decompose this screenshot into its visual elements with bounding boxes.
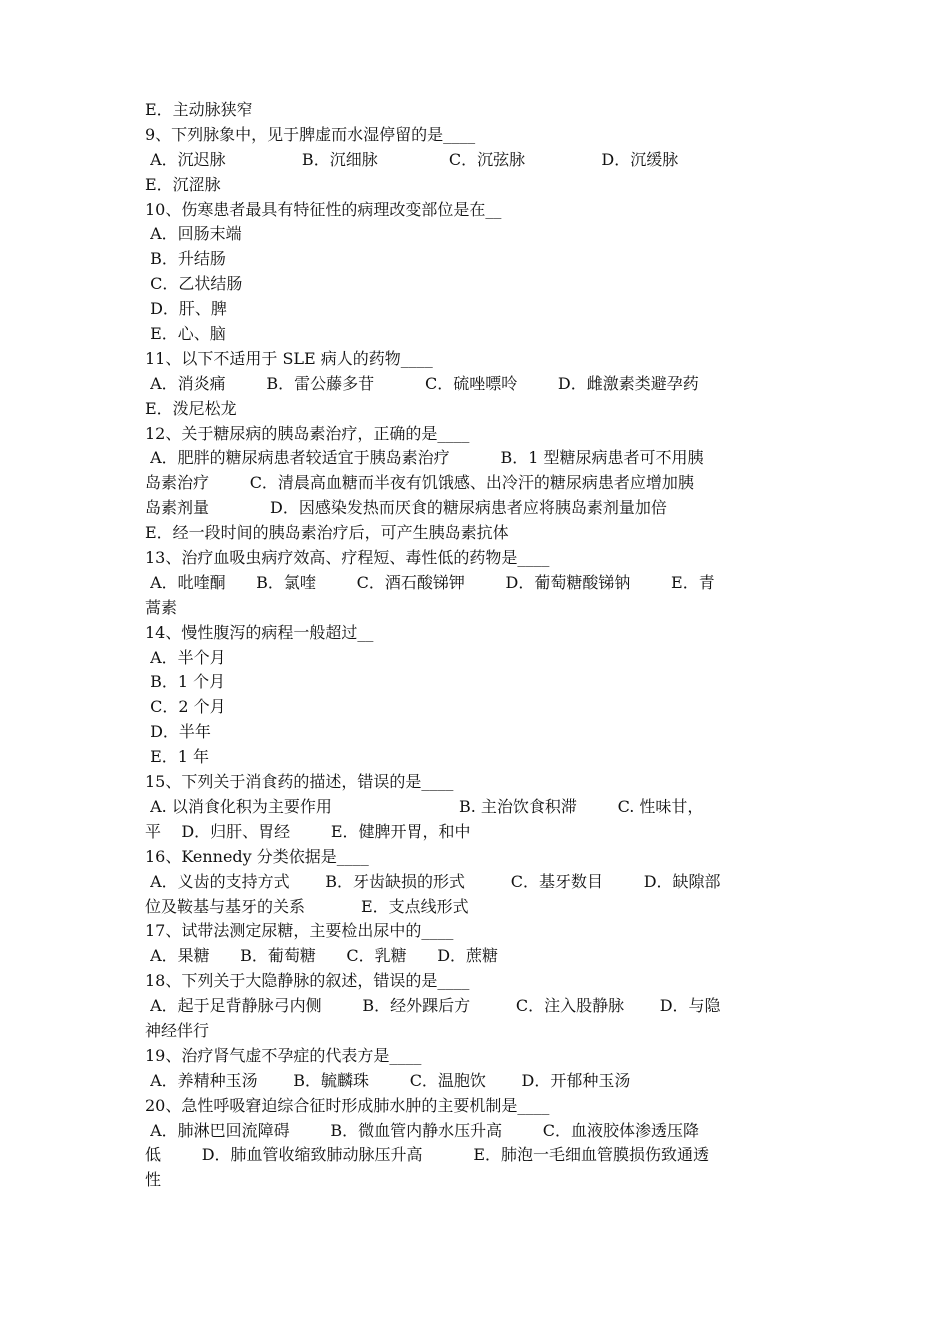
text-line: A．养精种玉汤 B．毓麟珠 C．温胞饮 D．开郁种玉汤 [145, 1070, 631, 1090]
text-line: 9、下列脉象中，见于脾虚而水湿停留的是____ [145, 124, 476, 144]
text-line: E．心、脑 [145, 324, 226, 344]
text-line: 17、试带法测定尿糖，主要检出尿中的____ [145, 921, 454, 941]
text-line: 13、治疗血吸虫病疗效高、疗程短、毒性低的药物是____ [145, 548, 550, 568]
text-line: E．主动脉狭窄 [145, 100, 253, 119]
text-line: D．半年 [145, 722, 211, 742]
text-line: A．回肠末端 [145, 224, 242, 244]
text-line: B．1 个月 [145, 672, 226, 692]
text-line: C．2 个月 [145, 697, 226, 717]
text-line: E．1 年 [145, 747, 210, 767]
text-line: 16、Kennedy 分类依据是____ [145, 846, 369, 866]
text-line: B．升结肠 [145, 249, 226, 269]
text-line: 20、急性呼吸窘迫综合征时形成肺水肿的主要机制是____ [145, 1095, 550, 1115]
text-line: 性 [145, 1170, 162, 1190]
text-line: A．果糖 B．葡萄糖 C．乳糖 D．蔗糖 [145, 946, 499, 966]
text-line: 19、治疗肾气虚不孕症的代表方是____ [145, 1045, 422, 1065]
text-line: 岛素剂量 D．因感染发热而厌食的糖尿病患者应将胰岛素剂量加倍 [145, 498, 667, 518]
text-line: 蒿素 [145, 597, 178, 617]
text-line: 15、下列关于消食药的描述，错误的是____ [145, 772, 454, 792]
text-line: E．泼尼松龙 [145, 398, 237, 418]
text-line: A．沉迟脉 B．沉细脉 C．沉弦脉 D．沉缓脉 [145, 149, 679, 169]
text-line: A．肥胖的糖尿病患者较适宜于胰岛素治疗 B．1 型糖尿病患者可不用胰 [145, 448, 704, 468]
text-line: A. 以消食化积为主要作用 B. 主治饮食积滞 C. 性味甘， [145, 796, 704, 816]
text-line: 神经伴行 [145, 1020, 210, 1040]
question-text-block [145, 98, 810, 1193]
text-line: 平 D．归肝、胃经 E．健脾开胃，和中 [145, 821, 471, 841]
text-line: A．肺淋巴回流障碍 B．微血管内静水压升高 C．血液胶体渗透压降 [145, 1120, 700, 1140]
text-line: 岛素治疗 C．清晨高血糖而半夜有饥饿感、出冷汗的糖尿病患者应增加胰 [145, 473, 694, 493]
text-line: 11、以下不适用于 SLE 病人的药物____ [145, 348, 433, 368]
text-line: A．起于足背静脉弓内侧 B．经外踝后方 C．注入股静脉 D．与隐 [145, 996, 721, 1016]
text-line: D．肝、脾 [145, 299, 227, 319]
text-line: A．义齿的支持方式 B．牙齿缺损的形式 C．基牙数目 D．缺隙部 [145, 871, 721, 891]
text-line: A．消炎痛 B．雷公藤多苷 C．硫唑嘌呤 D．雌激素类避孕药 [145, 373, 699, 393]
text-line: C．乙状结肠 [145, 274, 243, 294]
text-line: 位及鞍基与基牙的关系 E．支点线形式 [145, 896, 469, 916]
text-line: A．吡喹酮 B．氯喹 C．酒石酸锑钾 D．葡萄糖酸锑钠 E．青 [145, 572, 715, 592]
text-line: E．经一段时间的胰岛素治疗后，可产生胰岛素抗体 [145, 523, 509, 543]
text-line: 18、下列关于大隐静脉的叙述，错误的是____ [145, 971, 470, 991]
text-line: A．半个月 [145, 647, 226, 667]
text-line: 12、关于糖尿病的胰岛素治疗，正确的是____ [145, 423, 470, 443]
text-line: 10、伤寒患者最具有特征性的病理改变部位是在__ [145, 199, 502, 219]
text-line: 低 D．肺血管收缩致肺动脉压升高 E．肺泡一毛细血管膜损伤致通透 [145, 1145, 710, 1165]
text-line: E．沉涩脉 [145, 174, 221, 194]
text-line: 14、慢性腹泻的病程一般超过__ [145, 622, 374, 642]
